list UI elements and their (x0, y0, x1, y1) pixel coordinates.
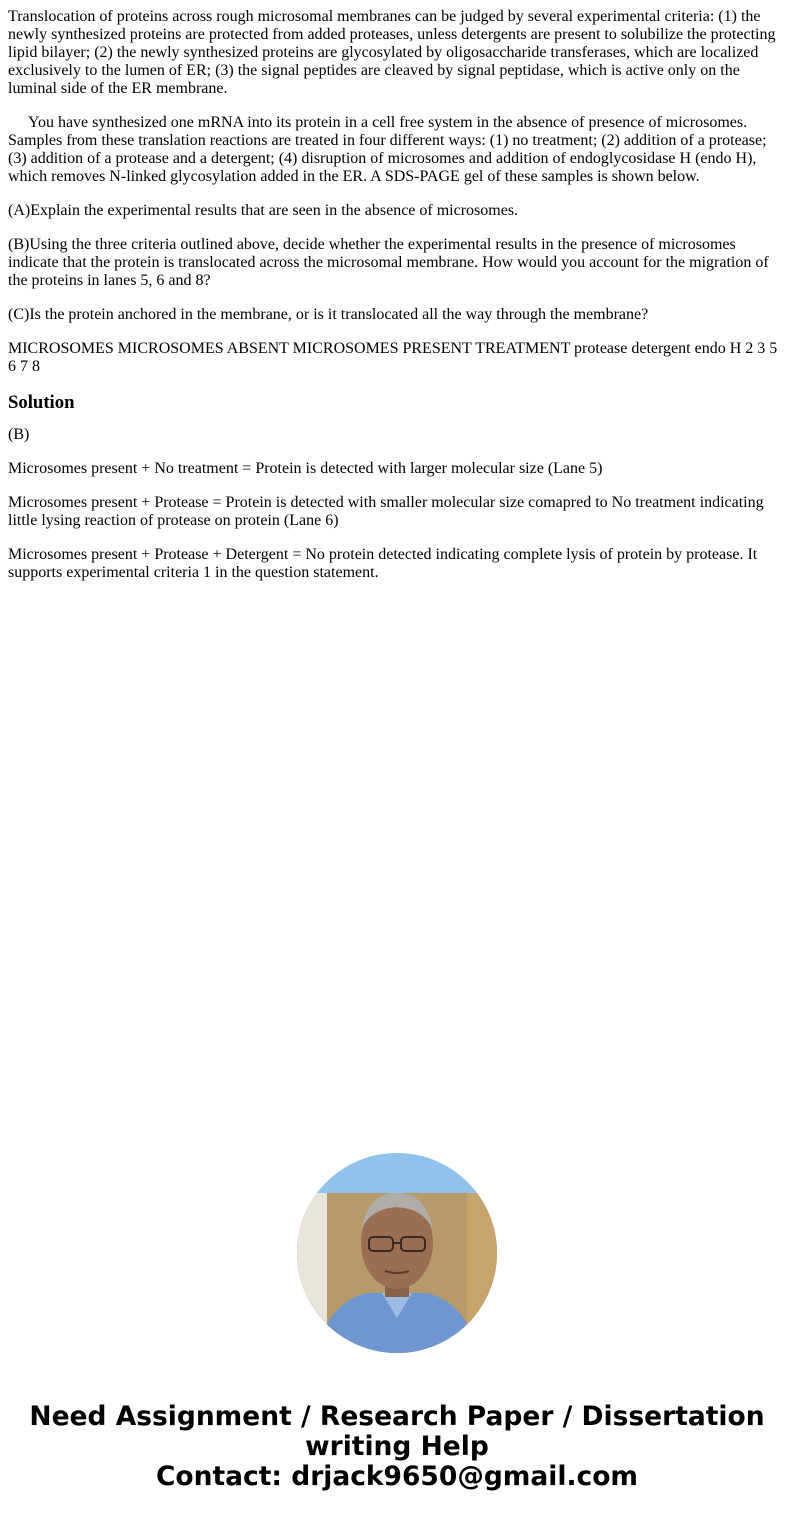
solution-line-1: Microsomes present + No treatment = Protein is detected with larger molecular size (Lane 5) (8, 460, 603, 477)
author-avatar (297, 1153, 497, 1353)
question-paragraph-2: You have synthesized one mRNA into its protein in a cell free system in the absence of presence of microsomes. Samples from these translation reactions are treated in four different ways: (1) no treatment; (2) addition of a protease; (3) addition of a protease and a detergent; (4) disruption of microsomes and addition of endoglycosidase H (endo H), which removes N-linked glycosylation added in the ER. A SDS-PAGE gel of these samples is shown below. (8, 114, 767, 185)
question-part-b: (B)Using the three criteria outlined above, decide whether the experimental results in the presence of microsomes indicate that the protein is translocated across the microsomal membrane. How would you account for the migration of the proteins in lanes 5, 6 and 8? (8, 236, 769, 289)
solution-line-2: Microsomes present + Protease = Protein is detected with smaller molecular size comapred to No treatment indicating little lysing reaction of protease on protein (Lane 6) (8, 494, 764, 529)
solution-line-3: Microsomes present + Protease + Detergent = No protein detected indicating complete lysis of protein by protease. It supports experimental criteria 1 in the question statement. (8, 546, 758, 581)
solution-part-label: (B) (8, 426, 30, 443)
question-part-a: (A)Explain the experimental results that are seen in the absence of microsomes. (8, 202, 519, 219)
gel-labels-text: MICROSOMES MICROSOMES ABSENT MICROSOMES PRESENT TREATMENT protease detergent endo H 2 3 5 6 7 8 (8, 340, 778, 375)
contact-banner (0, 1402, 794, 1492)
banner-line-2: writing Help (305, 1431, 489, 1462)
document-body (8, 8, 786, 598)
author-portrait-image (297, 1153, 497, 1353)
question-paragraph-1: Translocation of proteins across rough microsomal membranes can be judged by several experimental criteria: (1) the newly synthesized proteins are protected from added proteases, unless detergents are present to solubilize the protecting lipid bilayer; (2) the newly synthesized proteins are glycosylated by oligosaccharide transferases, which are localized exclusively to the lumen of ER; (3) the signal peptides are cleaved by signal peptidase, which is active only on the luminal side of the ER membrane. (8, 8, 776, 97)
banner-contact-line: Contact: drjack9650@gmail.com (155, 1461, 639, 1492)
solution-heading: Solution (8, 392, 75, 413)
banner-line-1: Need Assignment / Research Paper / Dissertation (29, 1401, 765, 1432)
question-part-c: (C)Is the protein anchored in the membrane, or is it translocated all the way through the membrane? (8, 306, 649, 323)
